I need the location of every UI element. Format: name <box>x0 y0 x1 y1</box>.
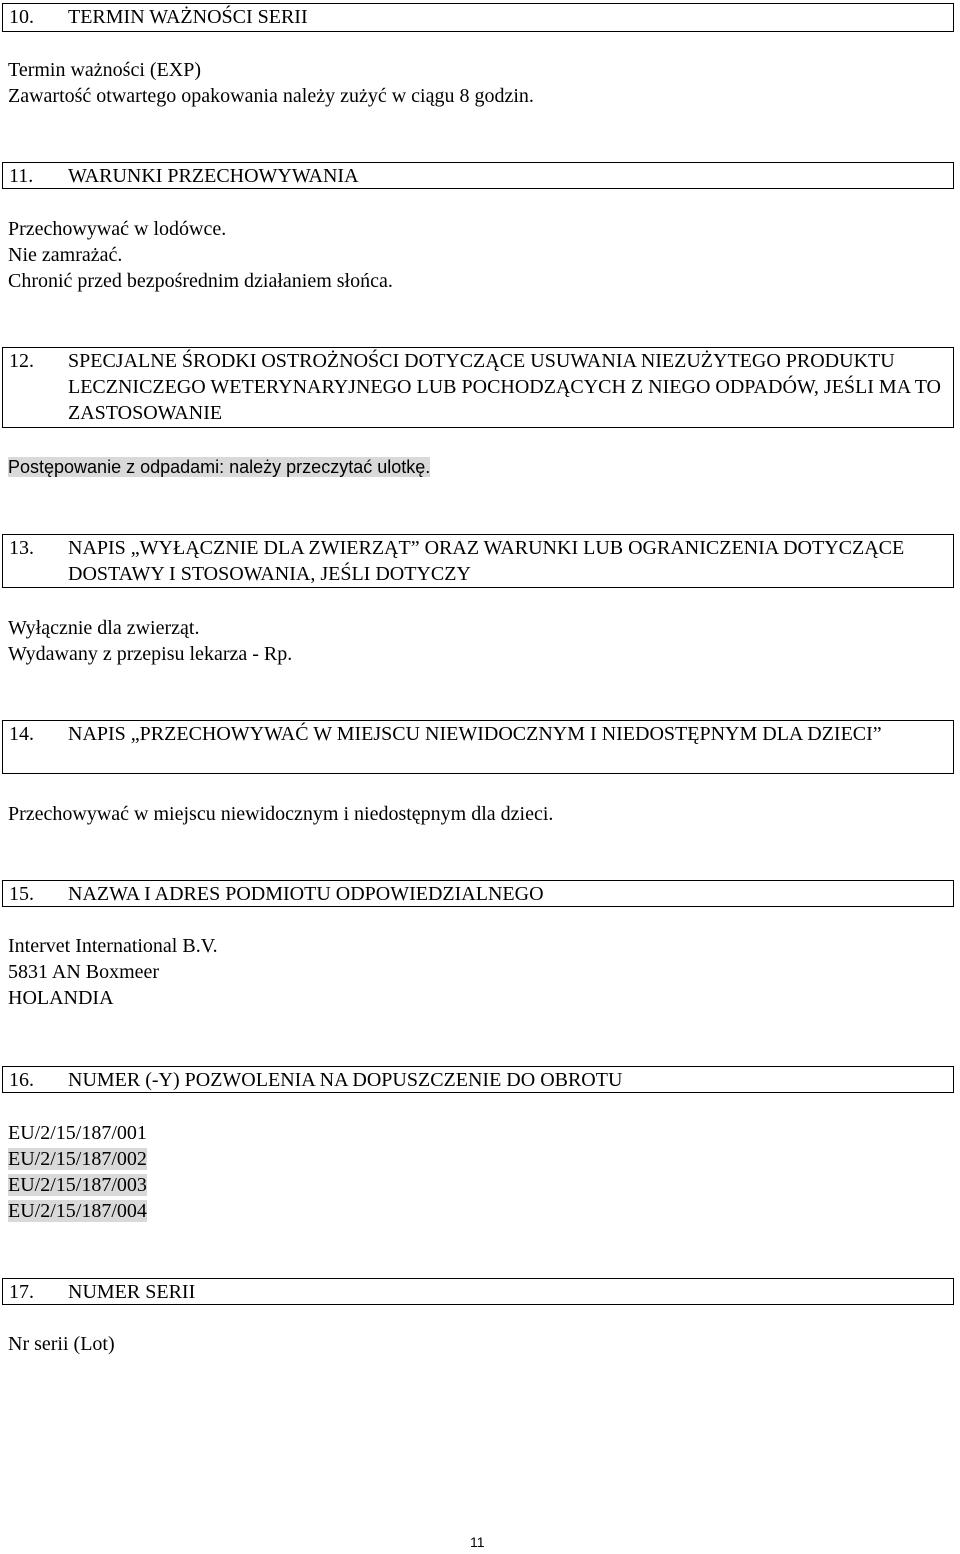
section-16-body <box>8 1120 147 1224</box>
text-line: Postępowanie z odpadami: należy przeczytać ulotkę. <box>8 457 431 477</box>
section-number: 13. <box>9 537 34 559</box>
section-15-header <box>2 880 954 907</box>
section-17-body <box>8 1331 115 1357</box>
text-line: Intervet International B.V. <box>8 935 218 957</box>
text-line: Nie zamrażać. <box>8 244 123 266</box>
section-17-header <box>2 1278 954 1305</box>
section-number: 10. <box>9 6 34 28</box>
section-14-header <box>2 720 954 774</box>
text-line: Wyłącznie dla zwierząt. <box>8 617 200 639</box>
text-line: Zawartość otwartego opakowania należy zużyć w ciągu 8 godzin. <box>8 85 534 107</box>
section-title: NUMER SERII <box>68 1281 196 1303</box>
section-title: SPECJALNE ŚRODKI OSTROŻNOŚCI DOTYCZĄCE USUWANIA NIEZUŻYTEGO PRODUKTU LECZNICZEGO WETERYNARYJNEGO LUB POCHODZĄCYCH Z NIEGO ODPADÓW, JEŚLI MA TO ZASTOSOWANIE <box>68 350 941 424</box>
section-title: NUMER (-Y) POZWOLENIA NA DOPUSZCZENIE DO OBROTU <box>68 1069 623 1091</box>
text-line: HOLANDIA <box>8 987 114 1009</box>
text-line: Nr serii (Lot) <box>8 1333 115 1355</box>
section-title: TERMIN WAŻNOŚCI SERII <box>68 6 308 28</box>
section-10-body <box>8 57 534 109</box>
text-line: EU/2/15/187/004 <box>8 1200 147 1222</box>
text-line: Przechowywać w lodówce. <box>8 218 227 240</box>
section-12-body <box>8 454 430 480</box>
section-title: NAPIS „PRZECHOWYWAĆ W MIEJSCU NIEWIDOCZNYM I NIEDOSTĘPNYM DLA DZIECI” <box>68 723 882 745</box>
section-number: 17. <box>9 1281 34 1303</box>
text-line: EU/2/15/187/003 <box>8 1174 147 1196</box>
section-15-body <box>8 933 218 1011</box>
section-number: 12. <box>9 350 34 372</box>
section-title: NAPIS „WYŁĄCZNIE DLA ZWIERZĄT” ORAZ WARUNKI LUB OGRANICZENIA DOTYCZĄCE DOSTAWY I STOSOWANIA, JEŚLI DOTYCZY <box>68 537 905 585</box>
section-number: 11. <box>9 165 34 187</box>
text-line: 5831 AN Boxmeer <box>8 961 160 983</box>
section-13-header <box>2 534 954 588</box>
section-title: WARUNKI PRZECHOWYWANIA <box>68 165 359 187</box>
section-title: NAZWA I ADRES PODMIOTU ODPOWIEDZIALNEGO <box>68 883 544 905</box>
section-number: 14. <box>9 723 34 745</box>
section-13-body <box>8 615 292 667</box>
section-12-header <box>2 347 954 428</box>
text-line: Przechowywać w miejscu niewidocznym i niedostępnym dla dzieci. <box>8 803 554 825</box>
text-line: Chronić przed bezpośrednim działaniem słońca. <box>8 270 393 292</box>
section-16-header <box>2 1066 954 1093</box>
section-10-header <box>2 3 954 32</box>
text-line: Termin ważności (EXP) <box>8 59 201 81</box>
page-number: 11 <box>470 1534 485 1550</box>
section-11-header <box>2 162 954 189</box>
section-11-body <box>8 216 393 294</box>
text-line: Wydawany z przepisu lekarza - Rp. <box>8 643 293 665</box>
section-14-body <box>8 801 553 827</box>
text-line: EU/2/15/187/001 <box>8 1122 147 1144</box>
section-number: 15. <box>9 883 34 905</box>
section-number: 16. <box>9 1069 34 1091</box>
text-line: EU/2/15/187/002 <box>8 1148 147 1170</box>
